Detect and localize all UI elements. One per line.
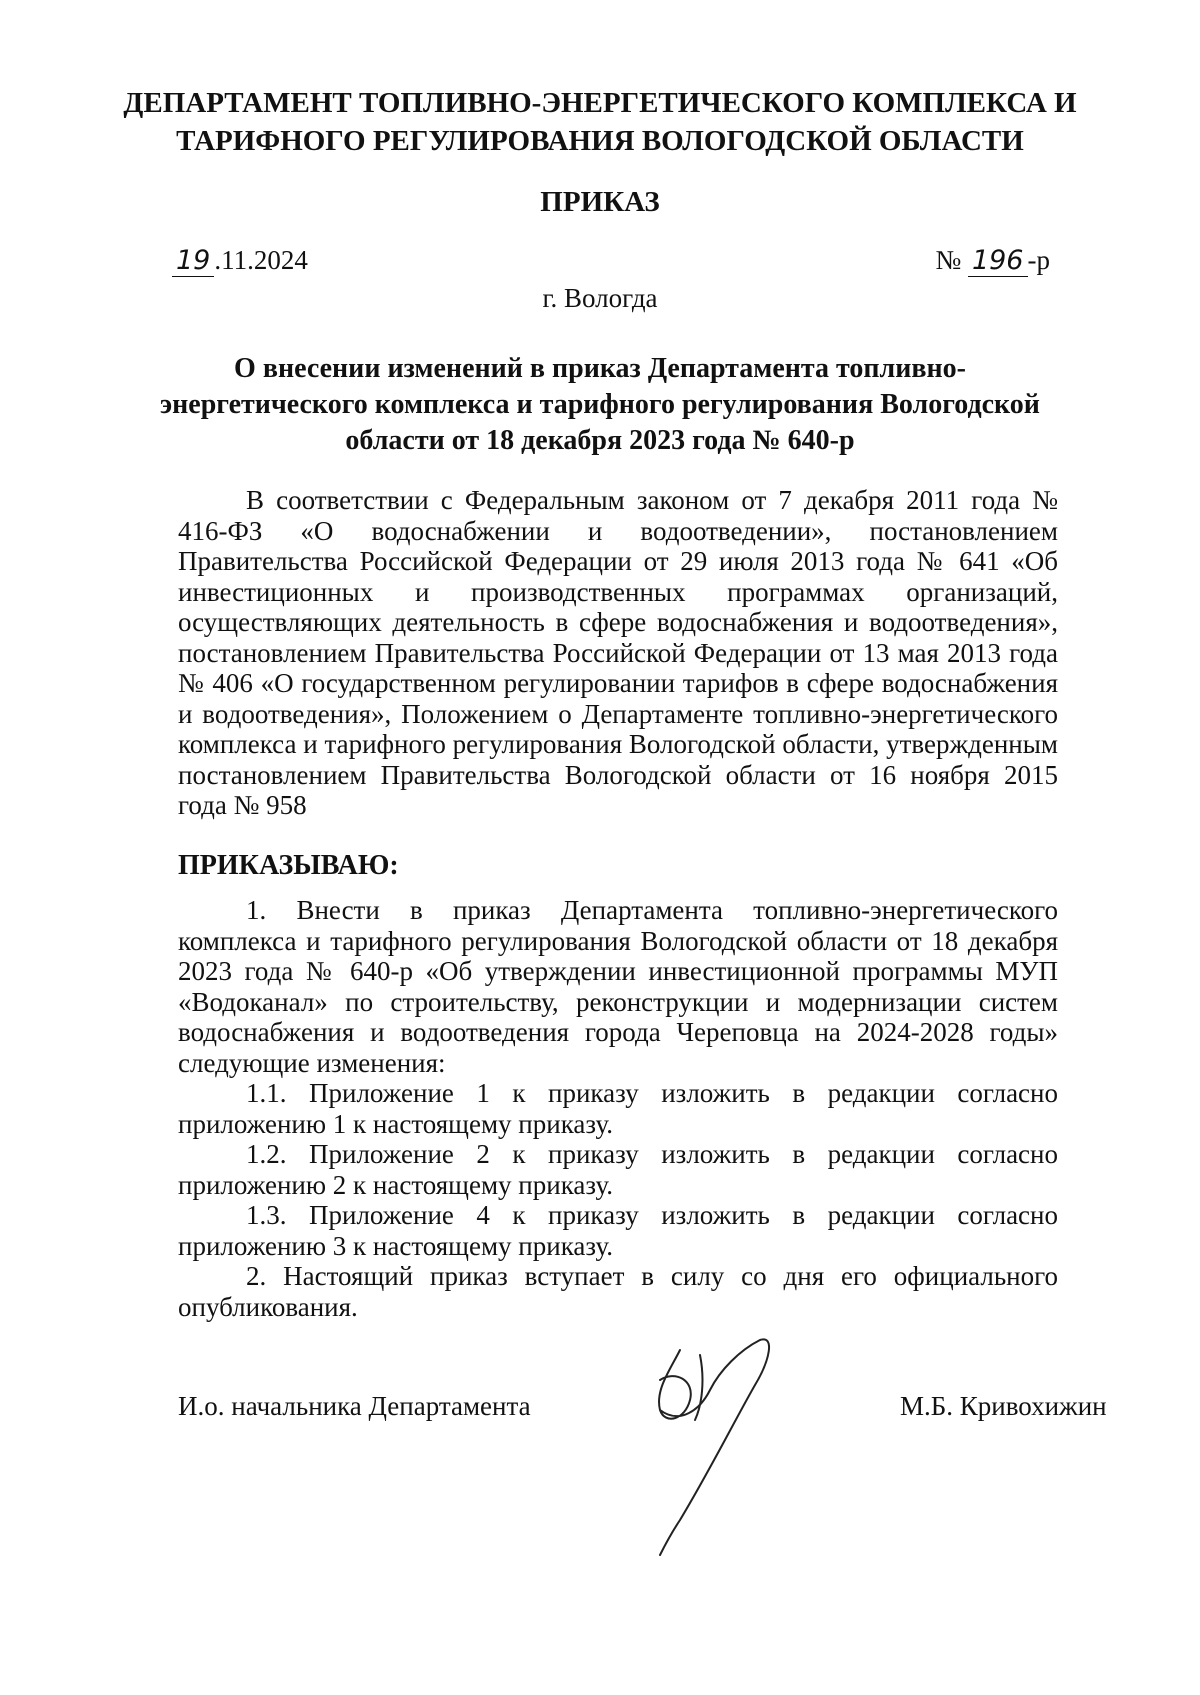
- item-2: 2. Настоящий приказ вступает в силу со дня его официального опубликования.: [178, 1261, 1058, 1322]
- order-items: [178, 895, 1058, 1322]
- signatory-name: М.Б. Кривохижин: [900, 1391, 1107, 1421]
- signatory-position: И.о. начальника Департамента: [178, 1391, 531, 1421]
- item-1-1: 1.1. Приложение 1 к приказу изложить в редакции согласно приложению 1 к настоящему приказу.: [178, 1078, 1058, 1139]
- document-date: [172, 245, 308, 276]
- date-day-handwritten: 19: [172, 245, 214, 277]
- subject-line-1: О внесении изменений в приказ Департамента топливно-: [234, 353, 966, 384]
- department-line-1: ДЕПАРТАМЕНТ ТОПЛИВНО-ЭНЕРГЕТИЧЕСКОГО КОМПЛЕКСА И: [123, 87, 1077, 119]
- number-suffix: -р: [1027, 245, 1050, 275]
- subject-line-3: области от 18 декабря 2023 года № 640-р: [345, 425, 855, 456]
- date-rest: .11.2024: [214, 245, 308, 275]
- handwritten-signature: [640, 1330, 810, 1560]
- item-1-3: 1.3. Приложение 4 к приказу изложить в редакции согласно приложению 3 к настоящему приказу.: [178, 1200, 1058, 1261]
- item-1-2: 1.2. Приложение 2 к приказу изложить в редакции согласно приложению 2 к настоящему приказу.: [178, 1139, 1058, 1200]
- city: г. Вологда: [542, 283, 658, 313]
- number-prefix: №: [935, 245, 962, 275]
- subject-title: [0, 351, 1200, 459]
- preamble-paragraph: В соответствии с Федеральным законом от 7 декабря 2011 года № 416-ФЗ «О водоснабжении и водоотведении», постановлением Правительства Российской Федерации от 29 июля 2013 года № 641 «Об инвестиционных и производственных программах организаций, осуществляющих деятельность в сфере водоснабжения и водоотведения», постановлением Правительства Российской Федерации от 13 мая 2013 года № 406 «О государственном регулировании тарифов в сфере водоснабжения и водоотведения», Положением о Департаменте топливно-энергетического комплекса и тарифного регулирования Вологодской области, утвержденным постановлением Правительства Вологодской области от 16 ноября 2015 года № 958: [178, 485, 1058, 820]
- subject-line-2: энергетического комплекса и тарифного регулирования Вологодской: [160, 389, 1040, 420]
- department-line-2: ТАРИФНОГО РЕГУЛИРОВАНИЯ ВОЛОГОДСКОЙ ОБЛАСТИ: [176, 125, 1024, 157]
- item-1: 1. Внести в приказ Департамента топливно-энергетического комплекса и тарифного регулирования Вологодской области от 18 декабря 2023 года № 640-р «Об утверждении инвестиционной программы МУП «Водоканал» по строительству, реконструкции и модернизации систем водоснабжения и водоотведения города Череповца на 2024-2028 годы» следующие изменения:: [178, 895, 1058, 1078]
- number-handwritten: 196: [968, 245, 1028, 277]
- order-word: ПРИКАЗЫВАЮ:: [178, 850, 399, 881]
- document-number: [935, 245, 1050, 276]
- document-type: ПРИКАЗ: [540, 186, 660, 218]
- department-heading: [0, 84, 1200, 160]
